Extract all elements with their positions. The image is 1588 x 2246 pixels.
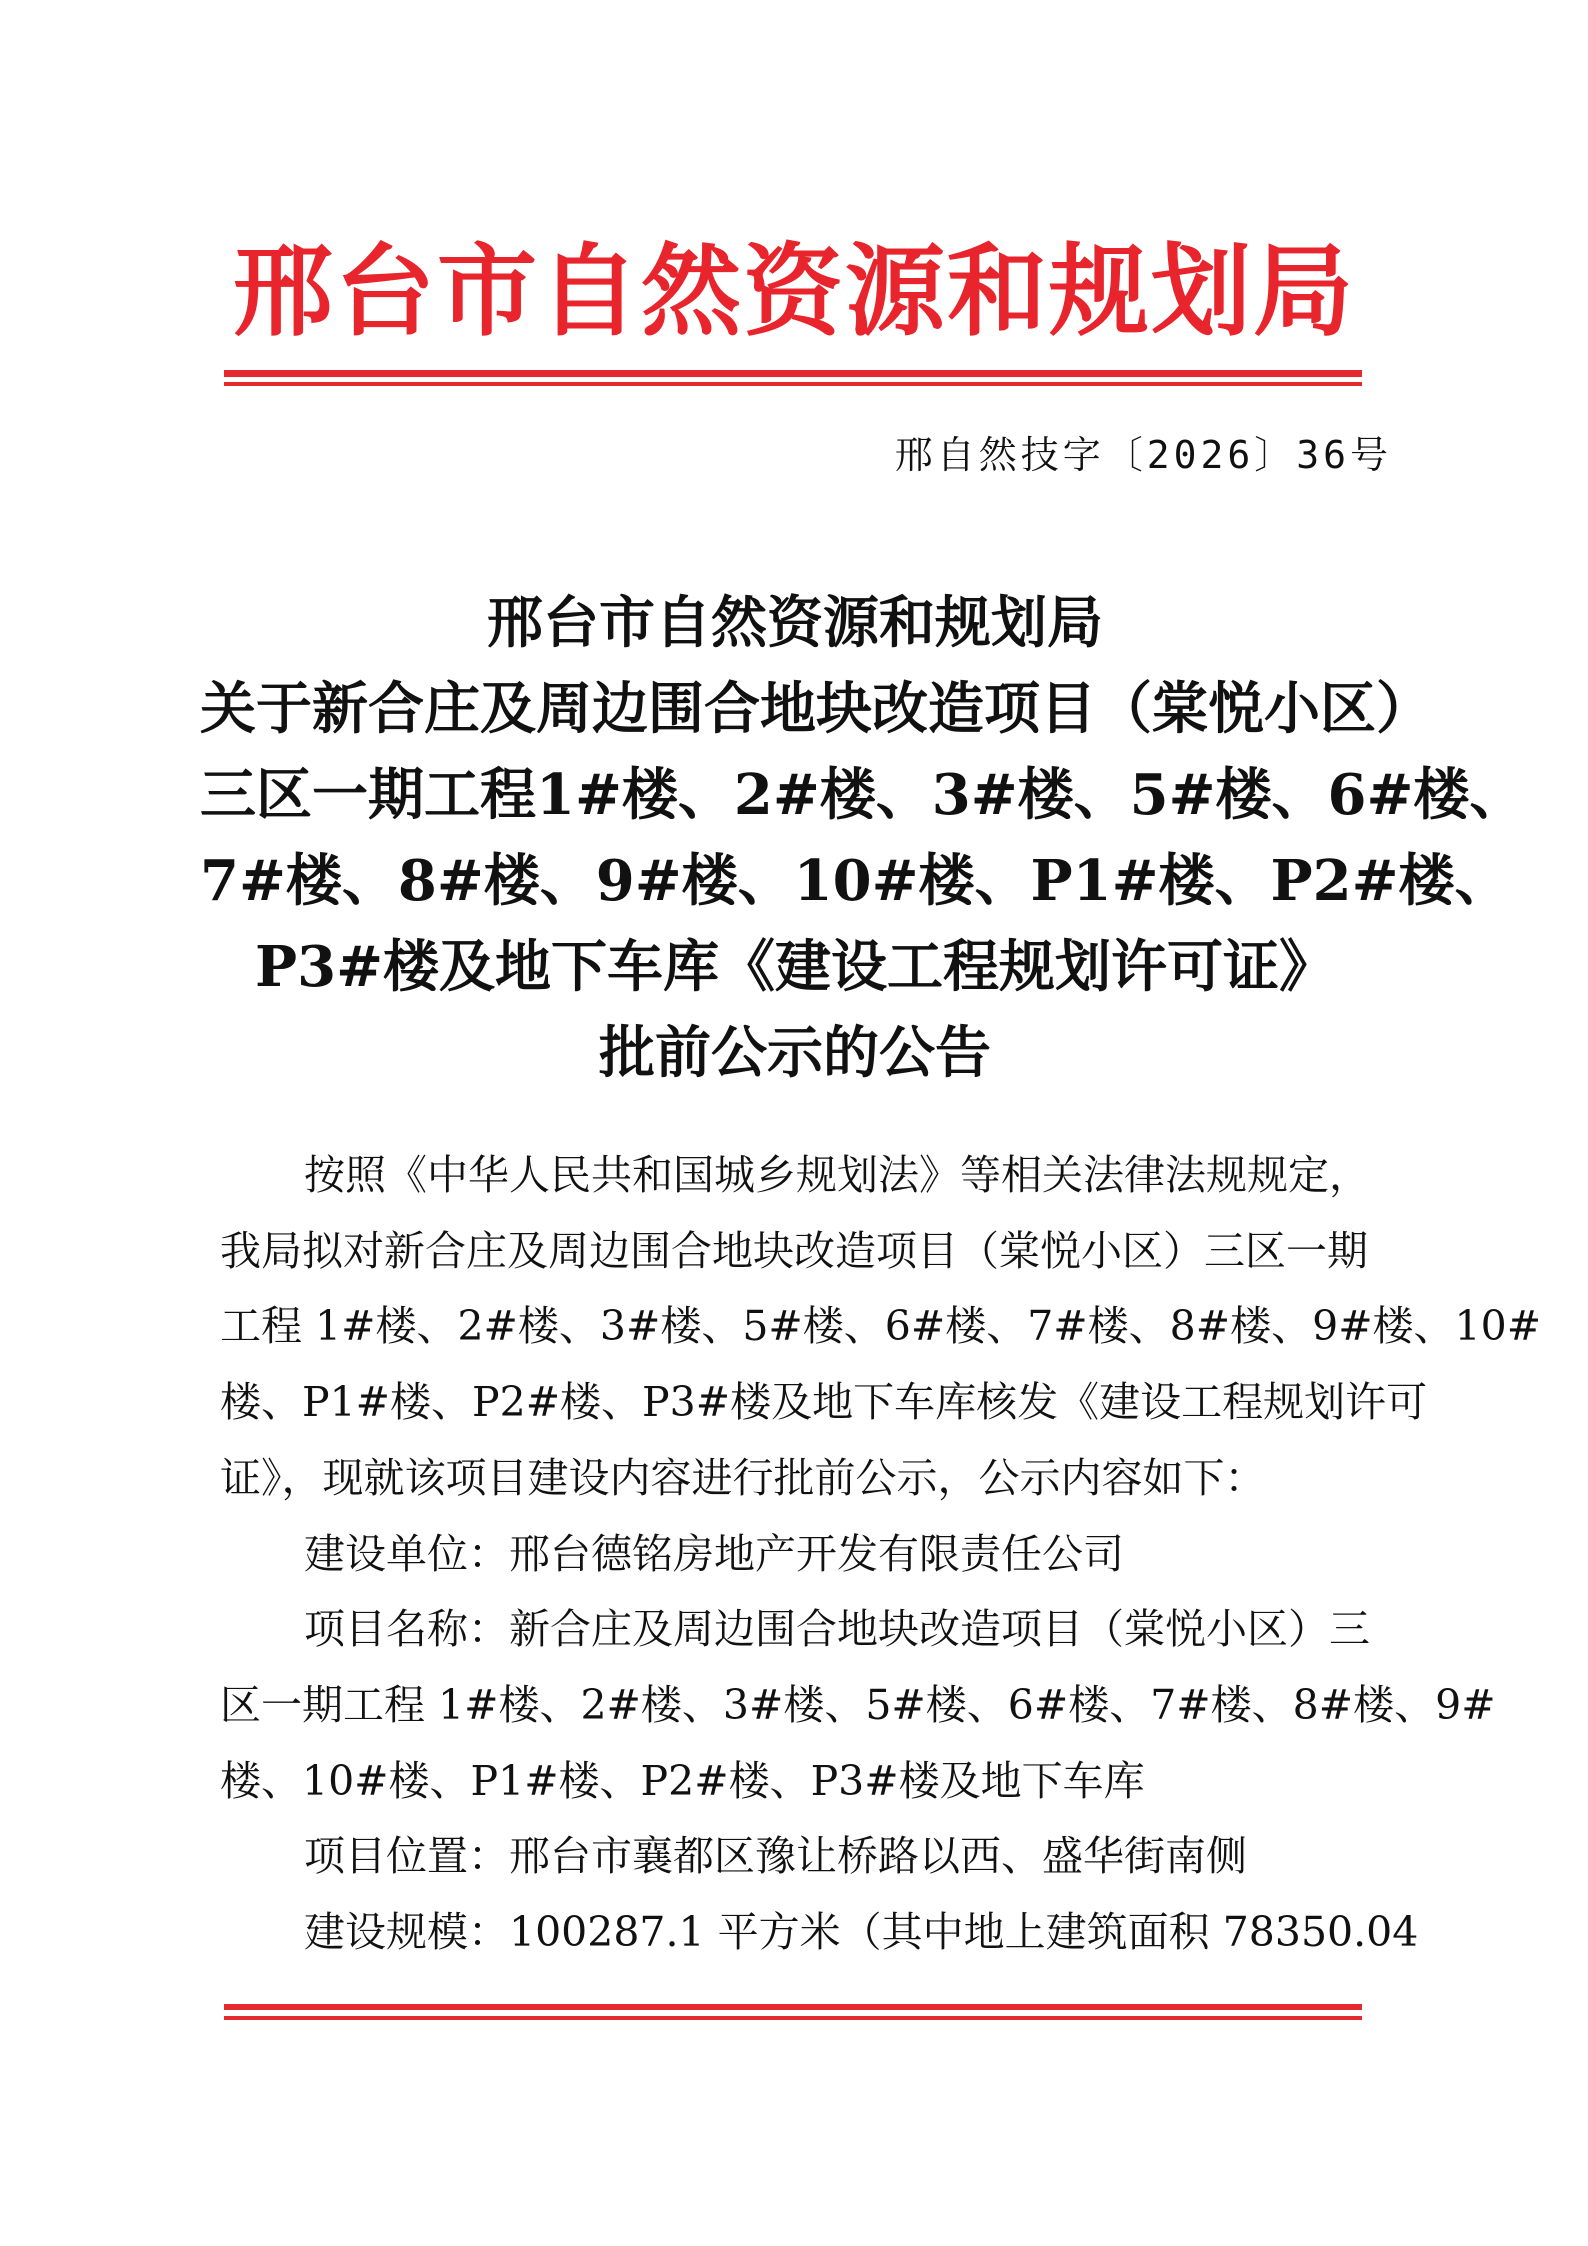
document-number: 邢自然技字〔2026〕36号 — [894, 433, 1392, 477]
body-line: 我局拟对新合庄及周边围合地块改造项目（棠悦小区）三区一期 — [220, 1226, 1368, 1275]
footer-rule-thin — [224, 2016, 1362, 2020]
header-rule-thin — [224, 382, 1362, 386]
body-line: 工程 1#楼、2#楼、3#楼、5#楼、6#楼、7#楼、8#楼、9#楼、10# — [220, 1302, 1542, 1351]
notice-body — [220, 1138, 1542, 1971]
title-line: 7#楼、8#楼、9#楼、10#楼、P1#楼、P2#楼、 — [200, 848, 1511, 914]
title-line: 关于新合庄及周边围合地块改造项目（棠悦小区） — [200, 676, 1432, 742]
title-line: 三区一期工程1#楼、2#楼、3#楼、5#楼、6#楼、 — [200, 762, 1526, 828]
issuing-authority-header: 邢台市自然资源和规划局 — [233, 232, 1355, 350]
title-line: 批前公示的公告 — [599, 1020, 991, 1086]
title-line: P3#楼及地下车库《建设工程规划许可证》 — [255, 934, 1335, 1000]
body-line: 按照《中华人民共和国城乡规划法》等相关法律法规规定， — [304, 1151, 1370, 1199]
body-line: 楼、P1#楼、P2#楼、P3#楼及地下车库核发《建设工程规划许可 — [220, 1378, 1428, 1427]
notice-title — [200, 580, 1526, 1096]
title-line: 邢台市自然资源和规划局 — [487, 590, 1103, 656]
body-line: 楼、10#楼、P1#楼、P2#楼、P3#楼及地下车库 — [220, 1756, 1145, 1805]
body-line: 区一期工程 1#楼、2#楼、3#楼、5#楼、6#楼、7#楼、8#楼、9# — [220, 1680, 1496, 1729]
project-location: 项目位置：邢台市襄都区豫让桥路以西、盛华街南侧 — [304, 1832, 1247, 1881]
header-rule-thick — [224, 370, 1362, 377]
construction-scale: 建设规模：100287.1 平方米（其中地上建筑面积 78350.04 — [304, 1908, 1419, 1957]
body-line: 证》，现就该项目建设内容进行批前公示，公示内容如下： — [220, 1453, 1266, 1502]
project-name: 项目名称：新合庄及周边围合地块改造项目（棠悦小区）三 — [304, 1605, 1370, 1654]
footer-rule-thick — [224, 2004, 1362, 2010]
construction-unit: 建设单位：邢台德铭房地产开发有限责任公司 — [304, 1529, 1124, 1578]
